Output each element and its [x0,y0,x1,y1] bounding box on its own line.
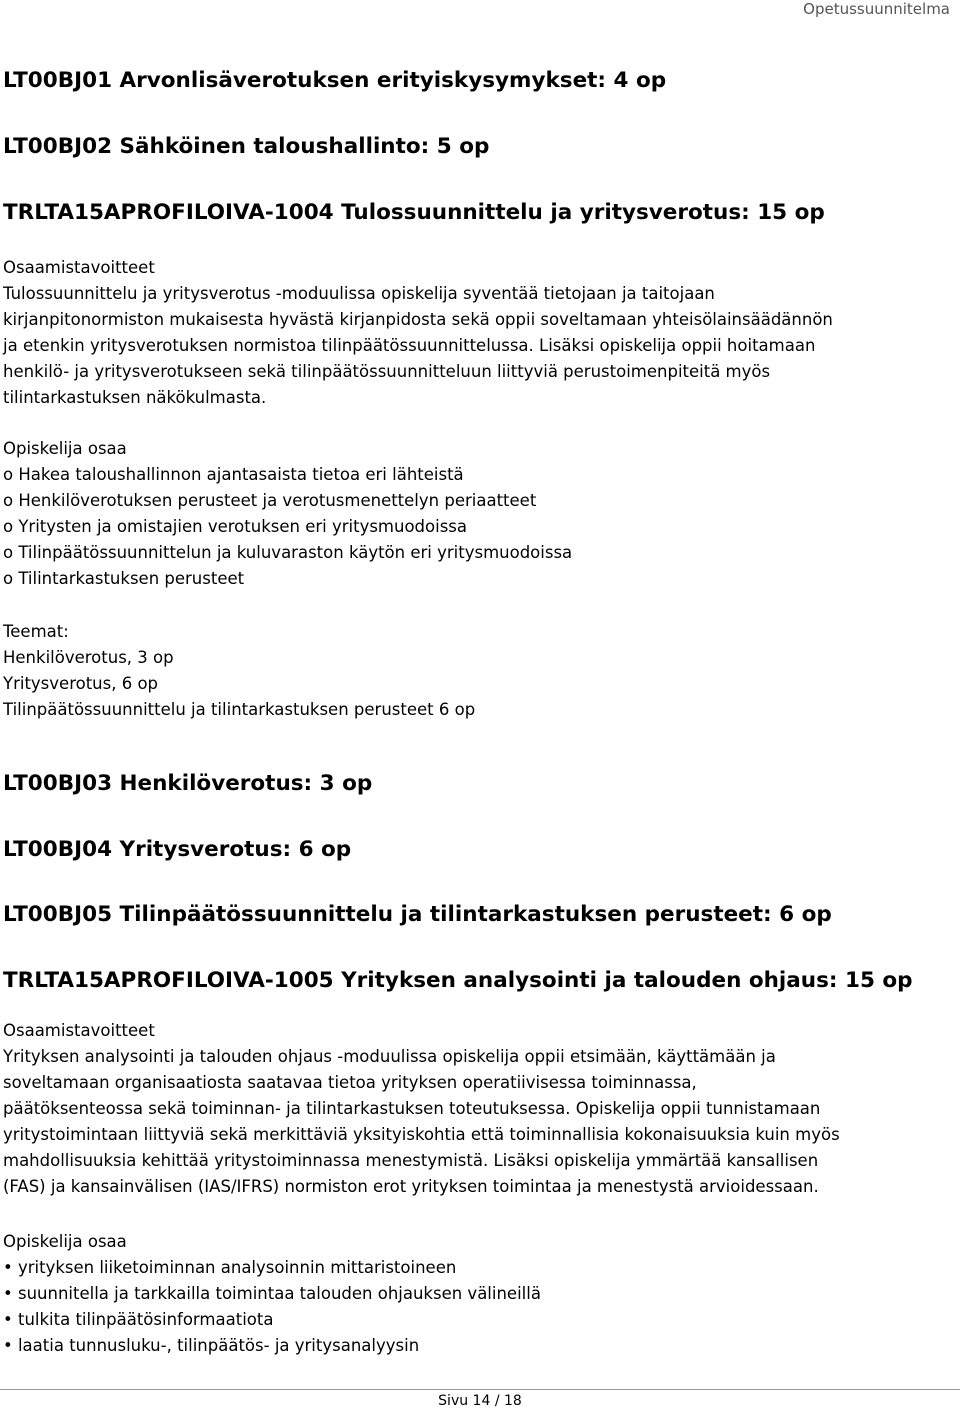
objectives-line: tilintarkastuksen näkökulmasta. [3,388,267,407]
theme-item: Henkilöverotus, 3 op [3,648,174,667]
heading-lt00bj04: LT00BJ04 Yritysverotus: 6 op [3,837,352,862]
objectives-line: Yrityksen analysointi ja talouden ohjaus -moduulissa opiskelija oppii etsimään, käyttämään ja [3,1047,776,1066]
theme-item: Tilinpäätössuunnittelu ja tilintarkastuksen perusteet 6 op [3,700,476,719]
objectives-line: ja etenkin yritysverotuksen normistoa tilinpäätössuunnittelussa. Lisäksi opiskelija oppii hoitamaan [3,336,816,355]
heading-module-1005: TRLTA15APROFILOIVA-1005 Yrityksen analysointi ja talouden ohjaus: 15 op [3,968,913,993]
themes-title: Teemat: [3,622,69,641]
skill-item: • suunnitella ja tarkkailla toimintaa talouden ohjauksen välineillä [3,1284,541,1303]
skill-item: • yrityksen liiketoiminnan analysoinnin mittaristoineen [3,1258,457,1277]
document-type-label: Opetussuunnitelma [803,0,950,18]
objectives-line: mahdollisuuksia kehittää yritystoiminnassa menestymistä. Lisäksi opiskelija ymmärtää kansallisen [3,1151,819,1170]
objectives-line: henkilö- ja yritysverotukseen sekä tilinpäätössuunnitteluun liittyviä perustoimenpiteitä myös [3,362,771,381]
heading-lt00bj01: LT00BJ01 Arvonlisäverotuksen erityiskysymykset: 4 op [3,68,667,93]
footer-divider [0,1389,960,1390]
heading-lt00bj03: LT00BJ03 Henkilöverotus: 3 op [3,771,373,796]
objectives-line: soveltamaan organisaatiosta saatavaa tietoa yrityksen operatiivisessa toiminnassa, [3,1073,697,1092]
module-1005-skills [3,1229,958,1359]
skills-title: Opiskelija osaa [3,1232,127,1251]
skills-title: Opiskelija osaa [3,439,127,458]
theme-item: Yritysverotus, 6 op [3,674,159,693]
module-1004-objectives [3,255,958,411]
skill-item: • laatia tunnusluku-, tilinpäätös- ja yritysanalyysin [3,1336,420,1355]
heading-lt00bj02: LT00BJ02 Sähköinen taloushallinto: 5 op [3,134,490,159]
skill-item: • tulkita tilinpäätösinformaatiota [3,1310,274,1329]
objectives-title: Osaamistavoitteet [3,1021,155,1040]
heading-lt00bj05: LT00BJ05 Tilinpäätössuunnittelu ja tilintarkastuksen perusteet: 6 op [3,902,832,927]
objectives-line: (FAS) ja kansainvälisen (IAS/IFRS) normiston erot yrityksen toimintaa ja menestystä arvioidessaan. [3,1177,819,1196]
skill-item: o Yritysten ja omistajien verotuksen eri yritysmuodoissa [3,517,468,536]
skill-item: o Tilintarkastuksen perusteet [3,569,245,588]
objectives-line: Tulossuunnittelu ja yritysverotus -moduulissa opiskelija syventää tietojaan ja taitojaan [3,284,715,303]
skill-item: o Henkilöverotuksen perusteet ja verotusmenettelyn periaatteet [3,491,537,510]
objectives-line: kirjanpitonormiston mukaisesta hyvästä kirjanpidosta sekä oppii soveltamaan yhteisölainsäädännön [3,310,833,329]
skill-item: o Hakea taloushallinnon ajantasaista tietoa eri lähteistä [3,465,464,484]
module-1005-objectives [3,1018,958,1200]
objectives-title: Osaamistavoitteet [3,258,155,277]
heading-module-1004: TRLTA15APROFILOIVA-1004 Tulossuunnittelu ja yritysverotus: 15 op [3,200,825,225]
page-number: Sivu 14 / 18 [438,1393,522,1409]
objectives-line: yritystoimintaan liittyviä sekä merkittäviä yksityiskohtia että toiminnallisia kokonaisuuksia kuin myös [3,1125,840,1144]
skill-item: o Tilinpäätössuunnittelun ja kuluvaraston käytön eri yritysmuodoissa [3,543,573,562]
module-1004-themes [3,619,958,723]
module-1004-skills [3,436,958,592]
objectives-line: päätöksenteossa sekä toiminnan- ja tilintarkastuksen toteutuksessa. Opiskelija oppii tunnistamaan [3,1099,821,1118]
